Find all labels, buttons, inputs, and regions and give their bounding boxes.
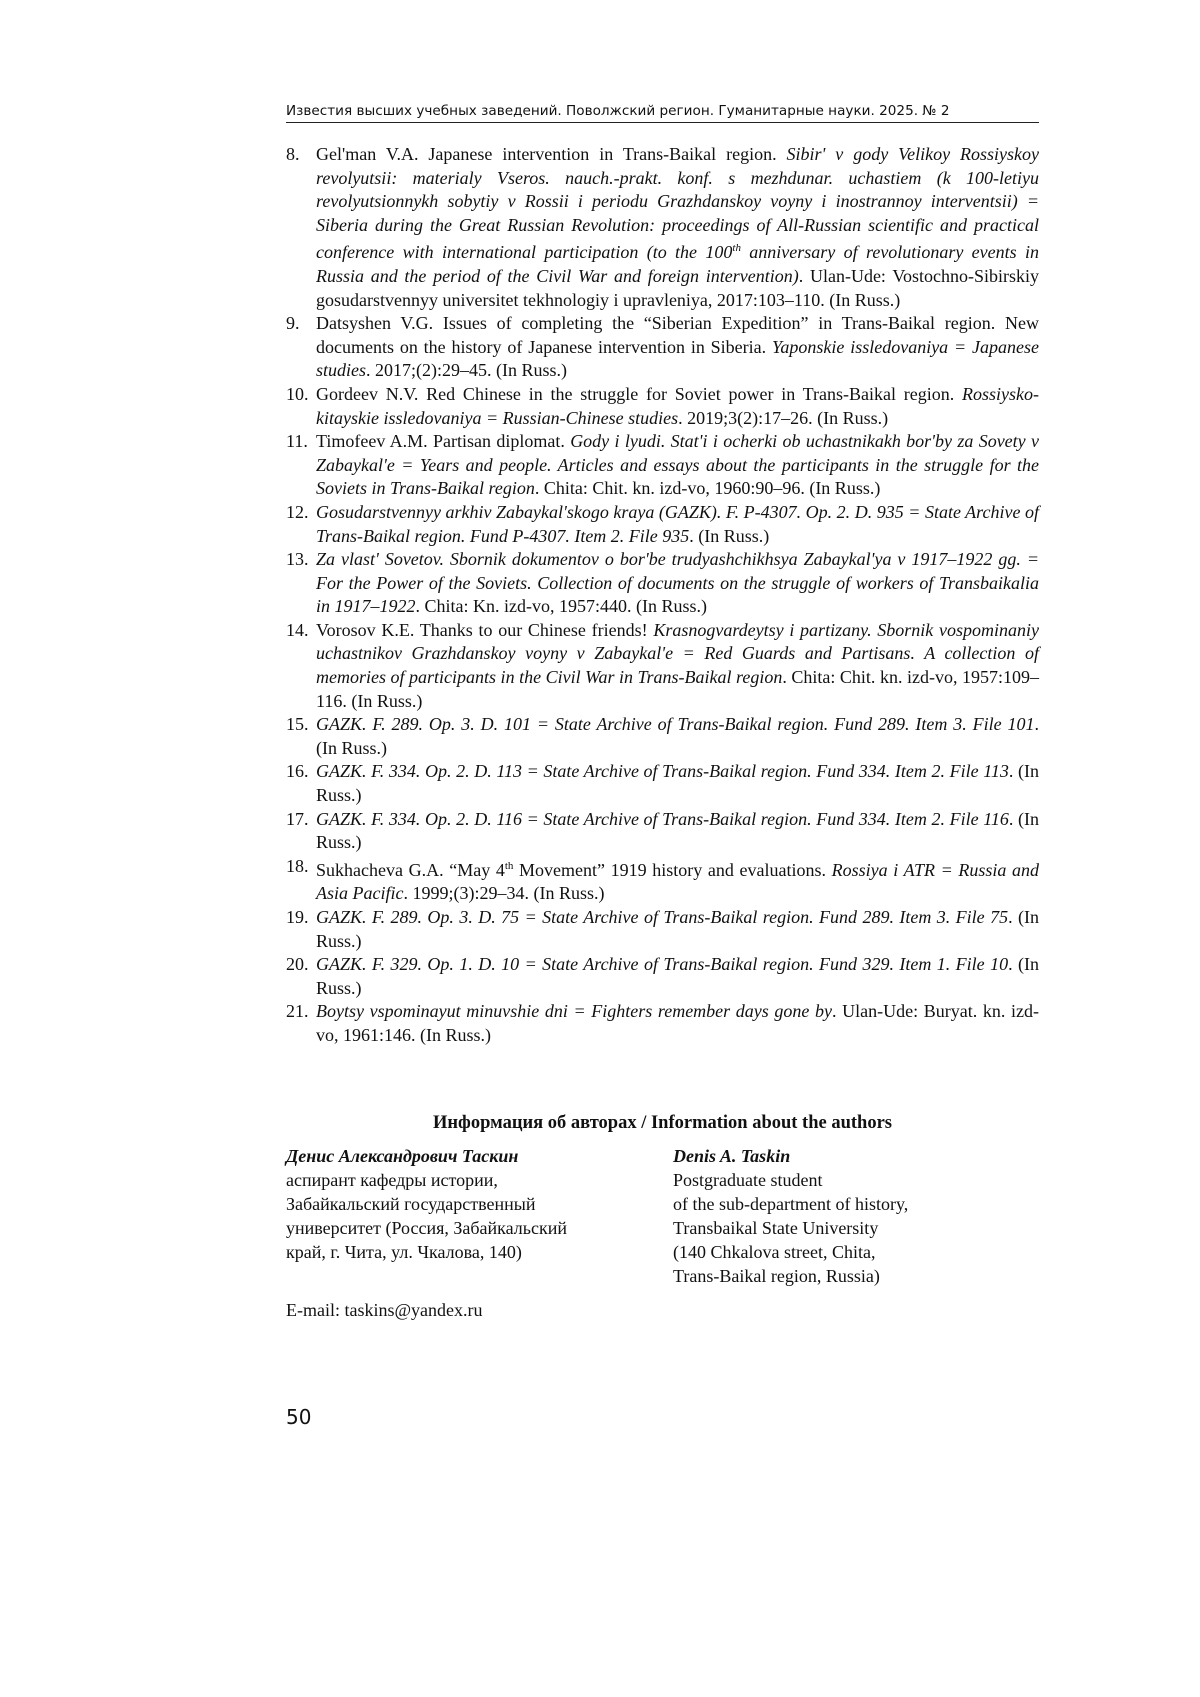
- reference-number: 8.: [286, 144, 300, 164]
- author-en-line: Trans-Baikal region, Russia): [673, 1266, 880, 1286]
- reference-fragment: GAZK. F. 289. Op. 3. D. 75 = State Archive of Trans-Baikal region. Fund 289. Item 3. File 75: [316, 907, 1009, 927]
- author-en-line: (140 Chkalova street, Chita,: [673, 1242, 876, 1262]
- reference-fragment: . (In Russ.): [689, 525, 770, 546]
- authors-info-title: Информация об авторах / Information about the authors: [433, 1113, 892, 1133]
- reference-item: [286, 619, 1039, 713]
- reference-fragment: Rossiya i ATR = Russia and Asia Pacific: [316, 859, 1039, 904]
- journal-header: Известия высших учебных заведений. Поволжский регион. Гуманитарные науки. 2025. № 2: [286, 103, 1039, 123]
- reference-fragment: Krasnogvardeytsy i partizany. Sbornik vospominaniy uchastnikov Grazhdanskoy voyny v Zabaykal'e = Red Guards and Partisans. A collection of memories of participants in the Civil War in Trans-Baikal region: [316, 619, 1039, 688]
- reference-fragment: . Ulan-Ude: Buryat. kn. izd-vo, 1961:146. (In Russ.): [316, 1001, 1039, 1045]
- reference-text: [316, 855, 1039, 906]
- reference-item: [286, 906, 1039, 953]
- reference-fragment: Gordeev N.V. Red Chinese in the struggle for Soviet power in Trans-Baikal region.: [316, 383, 963, 404]
- reference-text: [316, 1000, 1039, 1047]
- reference-number: 21.: [286, 1001, 309, 1022]
- reference-fragment: GAZK. F. 334. Op. 2. D. 113 = State Archive of Trans-Baikal region. Fund 334. Item 2. File 113: [316, 761, 1009, 782]
- reference-text: [316, 808, 1039, 855]
- author-email: E-mail: taskins@yandex.ru: [286, 1300, 483, 1320]
- reference-text: [316, 906, 1039, 953]
- reference-fragment: . Chita: Kn. izd-vo, 1957:440. (In Russ.): [415, 596, 707, 617]
- author-ru-line: Забайкальский государственный: [286, 1194, 536, 1214]
- reference-item: [286, 1000, 1039, 1047]
- reference-item: [286, 312, 1039, 383]
- reference-number: 12.: [286, 501, 309, 522]
- reference-fragment: Gosudarstvennyy arkhiv Zabaykal'skogo kraya (GAZK). F. P-4307. Op. 2. D. 935 = State Archive of Trans-Baikal region. Fund P-4307. Item 2. File 935: [316, 501, 1039, 546]
- reference-text: [316, 143, 1039, 312]
- reference-item: [286, 383, 1039, 430]
- reference-fragment: GAZK. F. 289. Op. 3. D. 101 = State Archive of Trans-Baikal region. Fund 289. Item 3. File 101: [316, 714, 1035, 735]
- reference-fragment: th: [504, 859, 514, 872]
- reference-fragment: Movement” 1919 history and evaluations.: [513, 859, 832, 880]
- reference-fragment: . (In Russ.): [316, 714, 1039, 758]
- reference-fragment: Datsyshen V.G. Issues of completing the “Siberian Expedition” in Trans-Baikal region. New documents on the history of Japanese intervention in Siberia.: [316, 313, 1039, 357]
- reference-text: [316, 619, 1039, 713]
- reference-number: 16.: [286, 761, 309, 782]
- reference-number: 11.: [286, 431, 308, 452]
- reference-fragment: Za vlast' Sovetov. Sbornik dokumentov o bor'be trudyashchikhsya Zabaykal'ya v 1917–1922 gg. = For the Power of the Soviets. Collection of documents on the struggle of workers of Transbaikalia in 1917–1922: [316, 549, 1039, 617]
- author-name-ru: Денис Александрович Таскин: [286, 1146, 519, 1166]
- reference-fragment: . Ulan-Ude: Vostochno-Sibirskiy gosudarstvennyy universitet tekhnologiy i upravleniya, 2017:103–110. (In Russ.): [316, 265, 1039, 310]
- reference-fragment: Sibir' v gody Velikoy Rossiyskoy revolyutsii: materialy Vseros. nauch.-prakt. konf. s mezhdunar. uchastiem (k 100-letiyu revolyutsionnykh sobytiy v Rossii i periodu Grazhdanskoy voyny i inostrannoy interventsii) = Siberia during the Great Russian Revolution: proceedings of All-Russian scientific and practical conference with international participation (to the 100: [316, 144, 1039, 263]
- reference-fragment: th: [732, 242, 741, 255]
- reference-fragment: . (In Russ.): [316, 954, 1039, 998]
- reference-item: [286, 713, 1039, 760]
- reference-item: [286, 760, 1039, 807]
- reference-fragment: Vorosov K.E. Thanks to our Chinese friends!: [316, 619, 654, 640]
- reference-number: 14.: [286, 619, 309, 640]
- author-ru: [286, 1144, 673, 1288]
- reference-fragment: Gody i lyudi. Stat'i i ocherki ob uchastnikakh bor'by za Sovety v Zabaykal'e = Years and people. Articles and essays about the participants in the struggle for the Soviets in Trans-Baikal region: [316, 431, 1039, 499]
- reference-list: [286, 143, 1039, 1048]
- reference-text: [316, 548, 1039, 619]
- page-number: 50: [286, 1405, 312, 1429]
- reference-text: [316, 383, 1039, 430]
- author-en-line: Postgraduate student: [673, 1170, 823, 1190]
- reference-item: [286, 855, 1039, 906]
- reference-text: [316, 501, 1039, 548]
- author-ru-line: край, г. Чита, ул. Чкалова, 140): [286, 1242, 522, 1262]
- reference-fragment: . Chita: Chit. kn. izd-vo, 1957:109–116. (In Russ.): [316, 667, 1039, 711]
- reference-item: [286, 430, 1039, 501]
- author-ru-line: университет (Россия, Забайкальский: [286, 1218, 567, 1238]
- reference-item: [286, 808, 1039, 855]
- author-en: [673, 1144, 1039, 1288]
- reference-number: 9.: [286, 313, 300, 334]
- reference-fragment: Yaponskie issledovaniya = Japanese studies: [316, 336, 1039, 381]
- author-en-line: of the sub-department of history,: [673, 1194, 909, 1214]
- reference-number: 20.: [286, 954, 309, 975]
- reference-text: [316, 713, 1039, 760]
- reference-text: [316, 312, 1039, 383]
- reference-fragment: Gel'man V.A. Japanese intervention in Trans-Baikal region.: [316, 144, 787, 164]
- authors-block: [286, 1144, 1039, 1288]
- reference-fragment: Timofeev A.M. Partisan diplomat.: [316, 431, 571, 452]
- reference-text: [316, 430, 1039, 501]
- reference-item: [286, 548, 1039, 619]
- reference-item: [286, 143, 1039, 312]
- reference-fragment: . 1999;(3):29–34. (In Russ.): [403, 883, 605, 904]
- reference-fragment: anniversary of revolutionary events in Russia and the period of the Civil War and foreign intervention): [316, 242, 1039, 286]
- reference-fragment: Rossiysko-kitayskie issledovaniya = Russian-Chinese studies: [316, 383, 1039, 428]
- reference-number: 19.: [286, 907, 309, 927]
- reference-fragment: Boytsy vspominayut minuvshie dni = Fighters remember days gone by: [316, 1001, 833, 1022]
- reference-number: 17.: [286, 808, 309, 829]
- reference-text: [316, 760, 1039, 807]
- reference-number: 18.: [286, 855, 309, 876]
- reference-fragment: . 2017;(2):29–45. (In Russ.): [366, 360, 568, 381]
- reference-item: [286, 953, 1039, 1000]
- reference-fragment: . Chita: Chit. kn. izd-vo, 1960:90–96. (In Russ.): [534, 478, 881, 499]
- reference-fragment: Sukhacheva G.A. “May 4: [316, 859, 505, 880]
- reference-number: 13.: [286, 549, 309, 570]
- reference-fragment: . (In Russ.): [316, 761, 1039, 806]
- author-name-en: Denis A. Taskin: [673, 1146, 791, 1166]
- reference-fragment: GAZK. F. 334. Op. 2. D. 116 = State Archive of Trans-Baikal region. Fund 334. Item 2. File 116: [316, 808, 1009, 829]
- author-en-line: Transbaikal State University: [673, 1218, 879, 1238]
- reference-fragment: GAZK. F. 329. Op. 1. D. 10 = State Archive of Trans-Baikal region. Fund 329. Item 1. File 10: [316, 954, 1009, 975]
- reference-fragment: . (In Russ.): [316, 808, 1039, 853]
- reference-fragment: . (In Russ.): [316, 907, 1039, 951]
- author-ru-line: аспирант кафедры истории,: [286, 1170, 498, 1190]
- reference-item: [286, 501, 1039, 548]
- reference-number: 15.: [286, 714, 309, 735]
- reference-fragment: . 2019;3(2):17–26. (In Russ.): [678, 407, 889, 428]
- reference-number: 10.: [286, 383, 309, 404]
- reference-text: [316, 953, 1039, 1000]
